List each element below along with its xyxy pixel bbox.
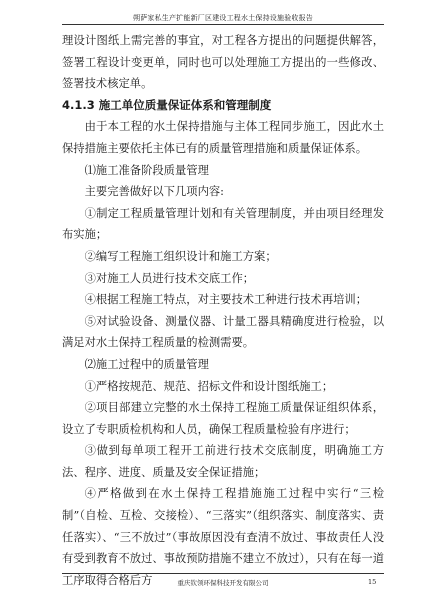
list-item-4: ④根据工程施工特点，对主要技术工种进行技术再培训； xyxy=(84,293,368,307)
footer-divider xyxy=(62,573,384,574)
list-item-2: ②编写工程施工组织设计和施工方案； xyxy=(84,249,277,263)
page-content xyxy=(62,30,384,591)
footer-company: 重庆钦领环保科技开发有限公司 xyxy=(177,579,269,587)
paragraph-continued: 理设计图纸上需完善的事宜，对工程各方提出的问题提供解答，签署工程设计变更单，同时也可以处理施工方提出的一些修改、签署技术核定单。 xyxy=(62,34,384,91)
list-item-8: ③做到每单项工程开工前进行技术交底制度，明确施工方法、程序、进度、质量及安全保证措施； xyxy=(62,444,384,479)
paragraph-intro: 由于本工程的水土保持措施与主体工程同步施工，因此水土保持措施主要依托主体已有的质量管理措施和质量保证体系。 xyxy=(62,120,384,155)
subheading-construction: ⑵施工过程中的质量管理 xyxy=(84,357,209,371)
list-item-6: ①严格按规范、规范、招标文件和设计图纸施工； xyxy=(84,379,334,393)
page-number: 15 xyxy=(368,578,377,586)
paragraph-items-intro: 主要完善做好以下几项内容: xyxy=(84,185,224,199)
list-item-3: ③对施工人员进行技术交底工作； xyxy=(84,271,255,285)
subheading-preparation: ⑴施工准备阶段质量管理 xyxy=(84,163,209,177)
list-item-7: ②项目部建立完整的水土保持工程施工质量保证组织体系，设立了专职质检机构和人员，确保工程质量检验有序进行； xyxy=(62,401,384,436)
page-header-title: 朔萨家私生产扩能新厂区建设工程水土保持设施验收报告 xyxy=(133,14,313,22)
section-heading: 4.1.3 施工单位质量保证体系和管理制度 xyxy=(62,97,272,112)
list-item-5: ⑤对试验设备、测量仪器、计量工器具精确度进行检验，以满足对水土保持工程质量的检测需要。 xyxy=(62,314,384,350)
header-divider xyxy=(62,24,384,25)
list-item-1: ①制定工程质量管理计划和有关管理制度，并由项目经理发布实施； xyxy=(62,206,384,242)
list-item-9: ④严格做到在水土保持工程措施施工过程中实行“三检制”（自检、互检、交接检）、“三落实”（组织落实、制度落实、责任落实）、“三不放过”（事故原因没有查清不放过、事故责任人没有受到教育不放过、事故预防措施不建立不放过），只有在每一道工序取得合格后方 xyxy=(62,487,384,587)
